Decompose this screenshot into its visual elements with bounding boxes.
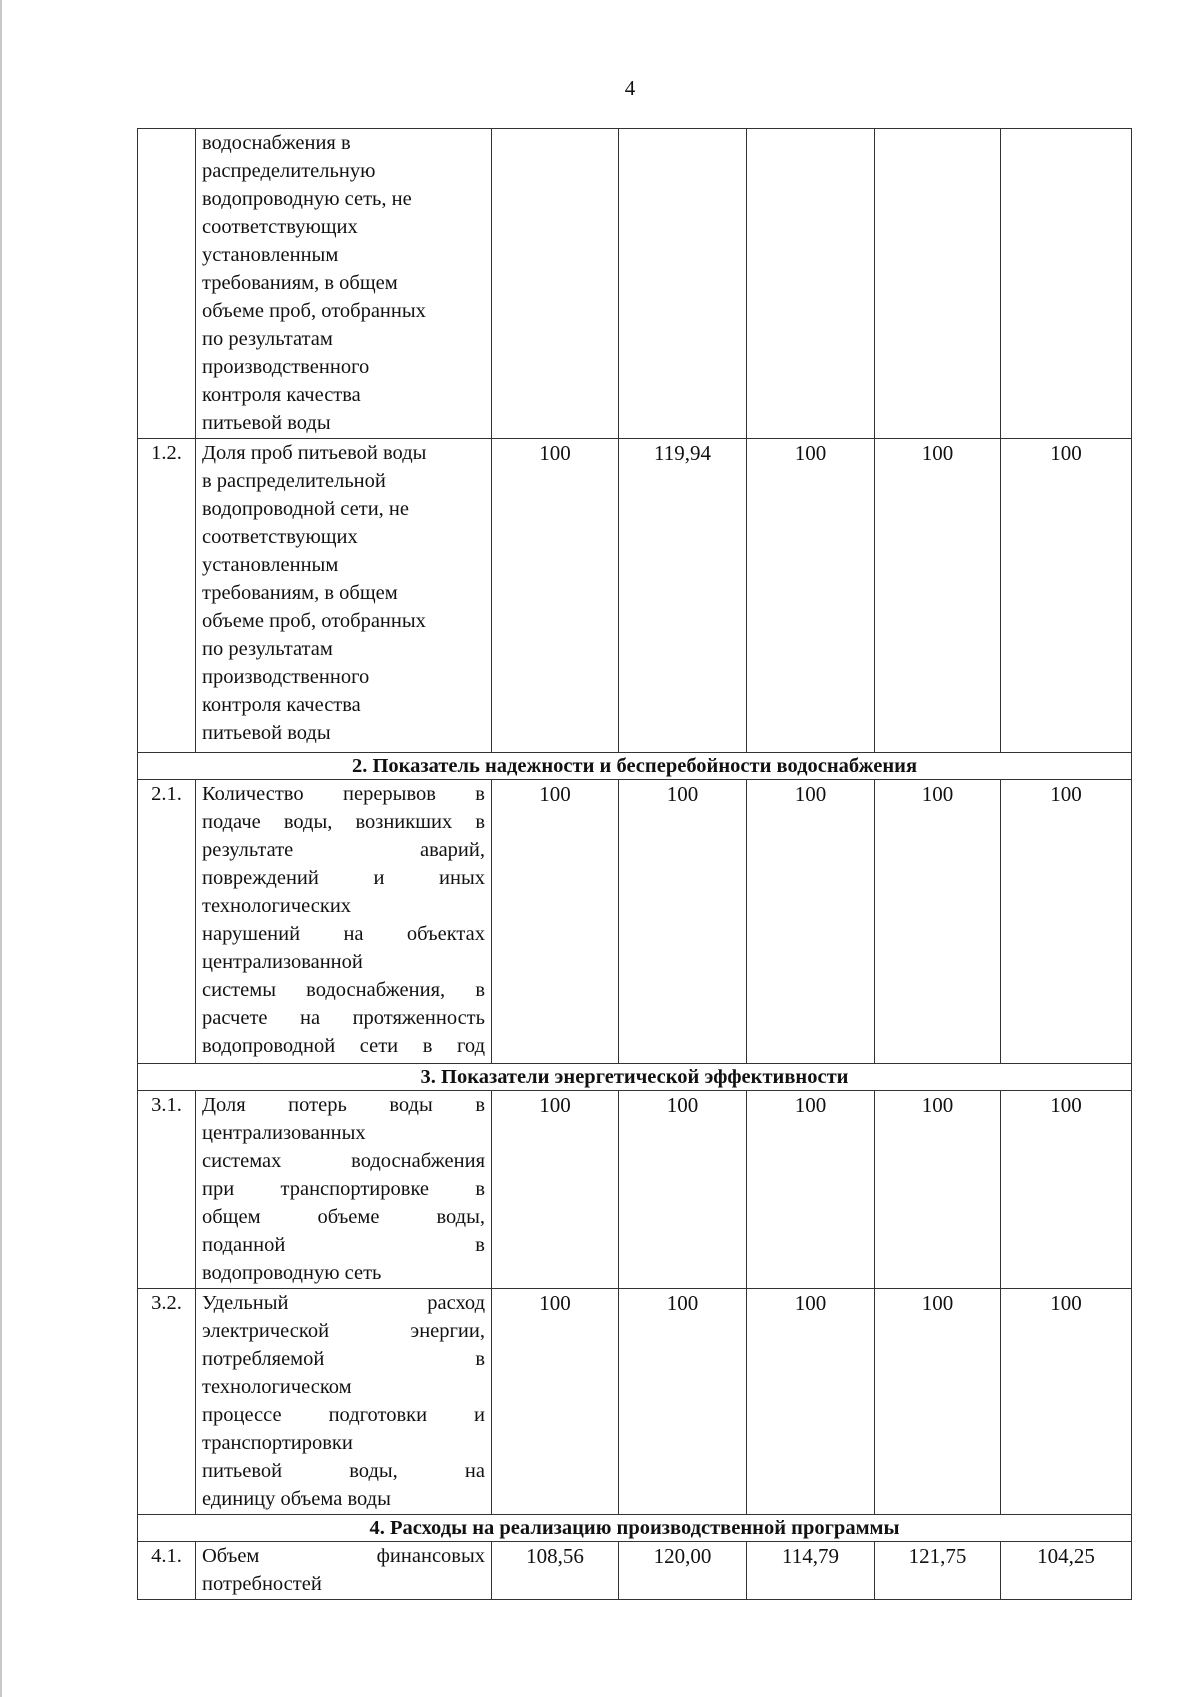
- value-cell-5: [1001, 129, 1132, 439]
- description-line: потребляемой в: [202, 1348, 485, 1370]
- description-line: водопроводную сеть: [202, 1262, 382, 1284]
- description-line: подаче воды, возникших в: [202, 811, 485, 833]
- description-line: Удельный расход: [202, 1292, 485, 1314]
- indicator-description: [196, 1091, 492, 1289]
- description-line: водопроводной сети, не: [202, 498, 409, 520]
- value-cell-5: 100: [1001, 1289, 1132, 1515]
- description-line: системы водоснабжения, в: [202, 979, 485, 1001]
- description-line: производственного: [202, 666, 370, 688]
- value-cell-5: 104,25: [1001, 1542, 1132, 1600]
- description-line: при транспортировке в: [202, 1178, 485, 1200]
- description-line: единицу объема воды: [202, 1488, 391, 1510]
- description-line: водопроводной сети в год: [202, 1035, 485, 1057]
- description-line: Доля проб питьевой воды: [202, 442, 427, 464]
- value-cell-4: 100: [875, 1289, 1001, 1515]
- value-cell-1: 100: [492, 439, 619, 753]
- indicators-table: [137, 128, 1132, 1600]
- value-cell-1: 108,56: [492, 1542, 619, 1600]
- row-number: 4.1.: [138, 1542, 196, 1600]
- description-line: требованиям, в общем: [202, 582, 398, 604]
- value-cell-3: 100: [747, 780, 875, 1064]
- section-title: 3. Показатели энергетической эффективности: [138, 1064, 1132, 1091]
- description-line: объеме проб, отобранных: [202, 610, 426, 632]
- value-cell-4: 100: [875, 439, 1001, 753]
- section-header-row: [138, 753, 1132, 780]
- description-line: производственного: [202, 356, 370, 378]
- description-line: нарушений на объектах: [202, 923, 485, 945]
- description-line: потребностей: [202, 1573, 322, 1595]
- value-cell-1: 100: [492, 1091, 619, 1289]
- row-number: 3.2.: [138, 1289, 196, 1515]
- row-number: 1.2.: [138, 439, 196, 753]
- section-title: 4. Расходы на реализацию производственной программы: [138, 1515, 1132, 1542]
- description-line: электрической энергии,: [202, 1320, 485, 1342]
- table-row: [138, 1542, 1132, 1600]
- description-line: транспортировки: [202, 1432, 353, 1454]
- table-row: [138, 1091, 1132, 1289]
- row-number: [138, 129, 196, 439]
- indicator-description: [196, 780, 492, 1064]
- description-line: соответствующих: [202, 526, 358, 548]
- description-line: по результатам: [202, 328, 333, 350]
- value-cell-1: 100: [492, 780, 619, 1064]
- value-cell-2: 119,94: [619, 439, 747, 753]
- description-line: питьевой воды: [202, 722, 331, 744]
- value-cell-2: [619, 129, 747, 439]
- section-header-row: [138, 1515, 1132, 1542]
- description-line: в распределительной: [202, 470, 386, 492]
- description-line: распределительную: [202, 160, 376, 182]
- description-line: системах водоснабжения: [202, 1150, 485, 1172]
- value-cell-5: 100: [1001, 439, 1132, 753]
- description-line: установленным: [202, 554, 339, 576]
- value-cell-2: 100: [619, 1091, 747, 1289]
- value-cell-1: 100: [492, 1289, 619, 1515]
- value-cell-5: 100: [1001, 1091, 1132, 1289]
- value-cell-4: 100: [875, 780, 1001, 1064]
- table-row: [138, 780, 1132, 1064]
- table-row: [138, 439, 1132, 753]
- section-header-row: [138, 1064, 1132, 1091]
- value-cell-3: 100: [747, 1289, 875, 1515]
- description-line: объеме проб, отобранных: [202, 300, 426, 322]
- row-number: 2.1.: [138, 780, 196, 1064]
- description-line: результате аварий,: [202, 839, 485, 861]
- value-cell-4: 100: [875, 1091, 1001, 1289]
- value-cell-1: [492, 129, 619, 439]
- description-line: питьевой воды, на: [202, 1460, 485, 1482]
- value-cell-3: [747, 129, 875, 439]
- value-cell-2: 100: [619, 780, 747, 1064]
- value-cell-4: 121,75: [875, 1542, 1001, 1600]
- page-number: 4: [624, 76, 636, 100]
- description-line: водоснабжения в: [202, 132, 351, 154]
- description-line: процессе подготовки и: [202, 1404, 485, 1426]
- description-line: повреждений и иных: [202, 867, 485, 889]
- value-cell-3: 100: [747, 439, 875, 753]
- description-line: питьевой воды: [202, 412, 331, 434]
- section-title: 2. Показатель надежности и бесперебойности водоснабжения: [138, 753, 1132, 780]
- indicator-description: [196, 1542, 492, 1600]
- value-cell-4: [875, 129, 1001, 439]
- description-line: установленным: [202, 244, 339, 266]
- description-line: технологическом: [202, 1376, 352, 1398]
- value-cell-2: 120,00: [619, 1542, 747, 1600]
- description-line: Количество перерывов в: [202, 783, 485, 805]
- description-line: соответствующих: [202, 216, 358, 238]
- description-line: контроля качества: [202, 694, 361, 716]
- value-cell-2: 100: [619, 1289, 747, 1515]
- scan-edge: [0, 0, 2, 1697]
- value-cell-5: 100: [1001, 780, 1132, 1064]
- description-line: централизованной: [202, 951, 363, 973]
- table-row: [138, 129, 1132, 439]
- description-line: поданной в: [202, 1234, 485, 1256]
- indicator-description: [196, 439, 492, 753]
- description-line: Объем финансовых: [202, 1545, 485, 1567]
- description-line: расчете на протяженность: [202, 1007, 485, 1029]
- description-line: технологических: [202, 895, 352, 917]
- indicator-description: [196, 1289, 492, 1515]
- indicator-description: [196, 129, 492, 439]
- description-line: по результатам: [202, 638, 333, 660]
- description-line: водопроводную сеть, не: [202, 188, 412, 210]
- table-row: [138, 1289, 1132, 1515]
- row-number: 3.1.: [138, 1091, 196, 1289]
- value-cell-3: 114,79: [747, 1542, 875, 1600]
- value-cell-3: 100: [747, 1091, 875, 1289]
- description-line: общем объеме воды,: [202, 1206, 485, 1228]
- description-line: централизованных: [202, 1122, 366, 1144]
- description-line: Доля потерь воды в: [202, 1094, 485, 1116]
- description-line: требованиям, в общем: [202, 272, 398, 294]
- description-line: контроля качества: [202, 384, 361, 406]
